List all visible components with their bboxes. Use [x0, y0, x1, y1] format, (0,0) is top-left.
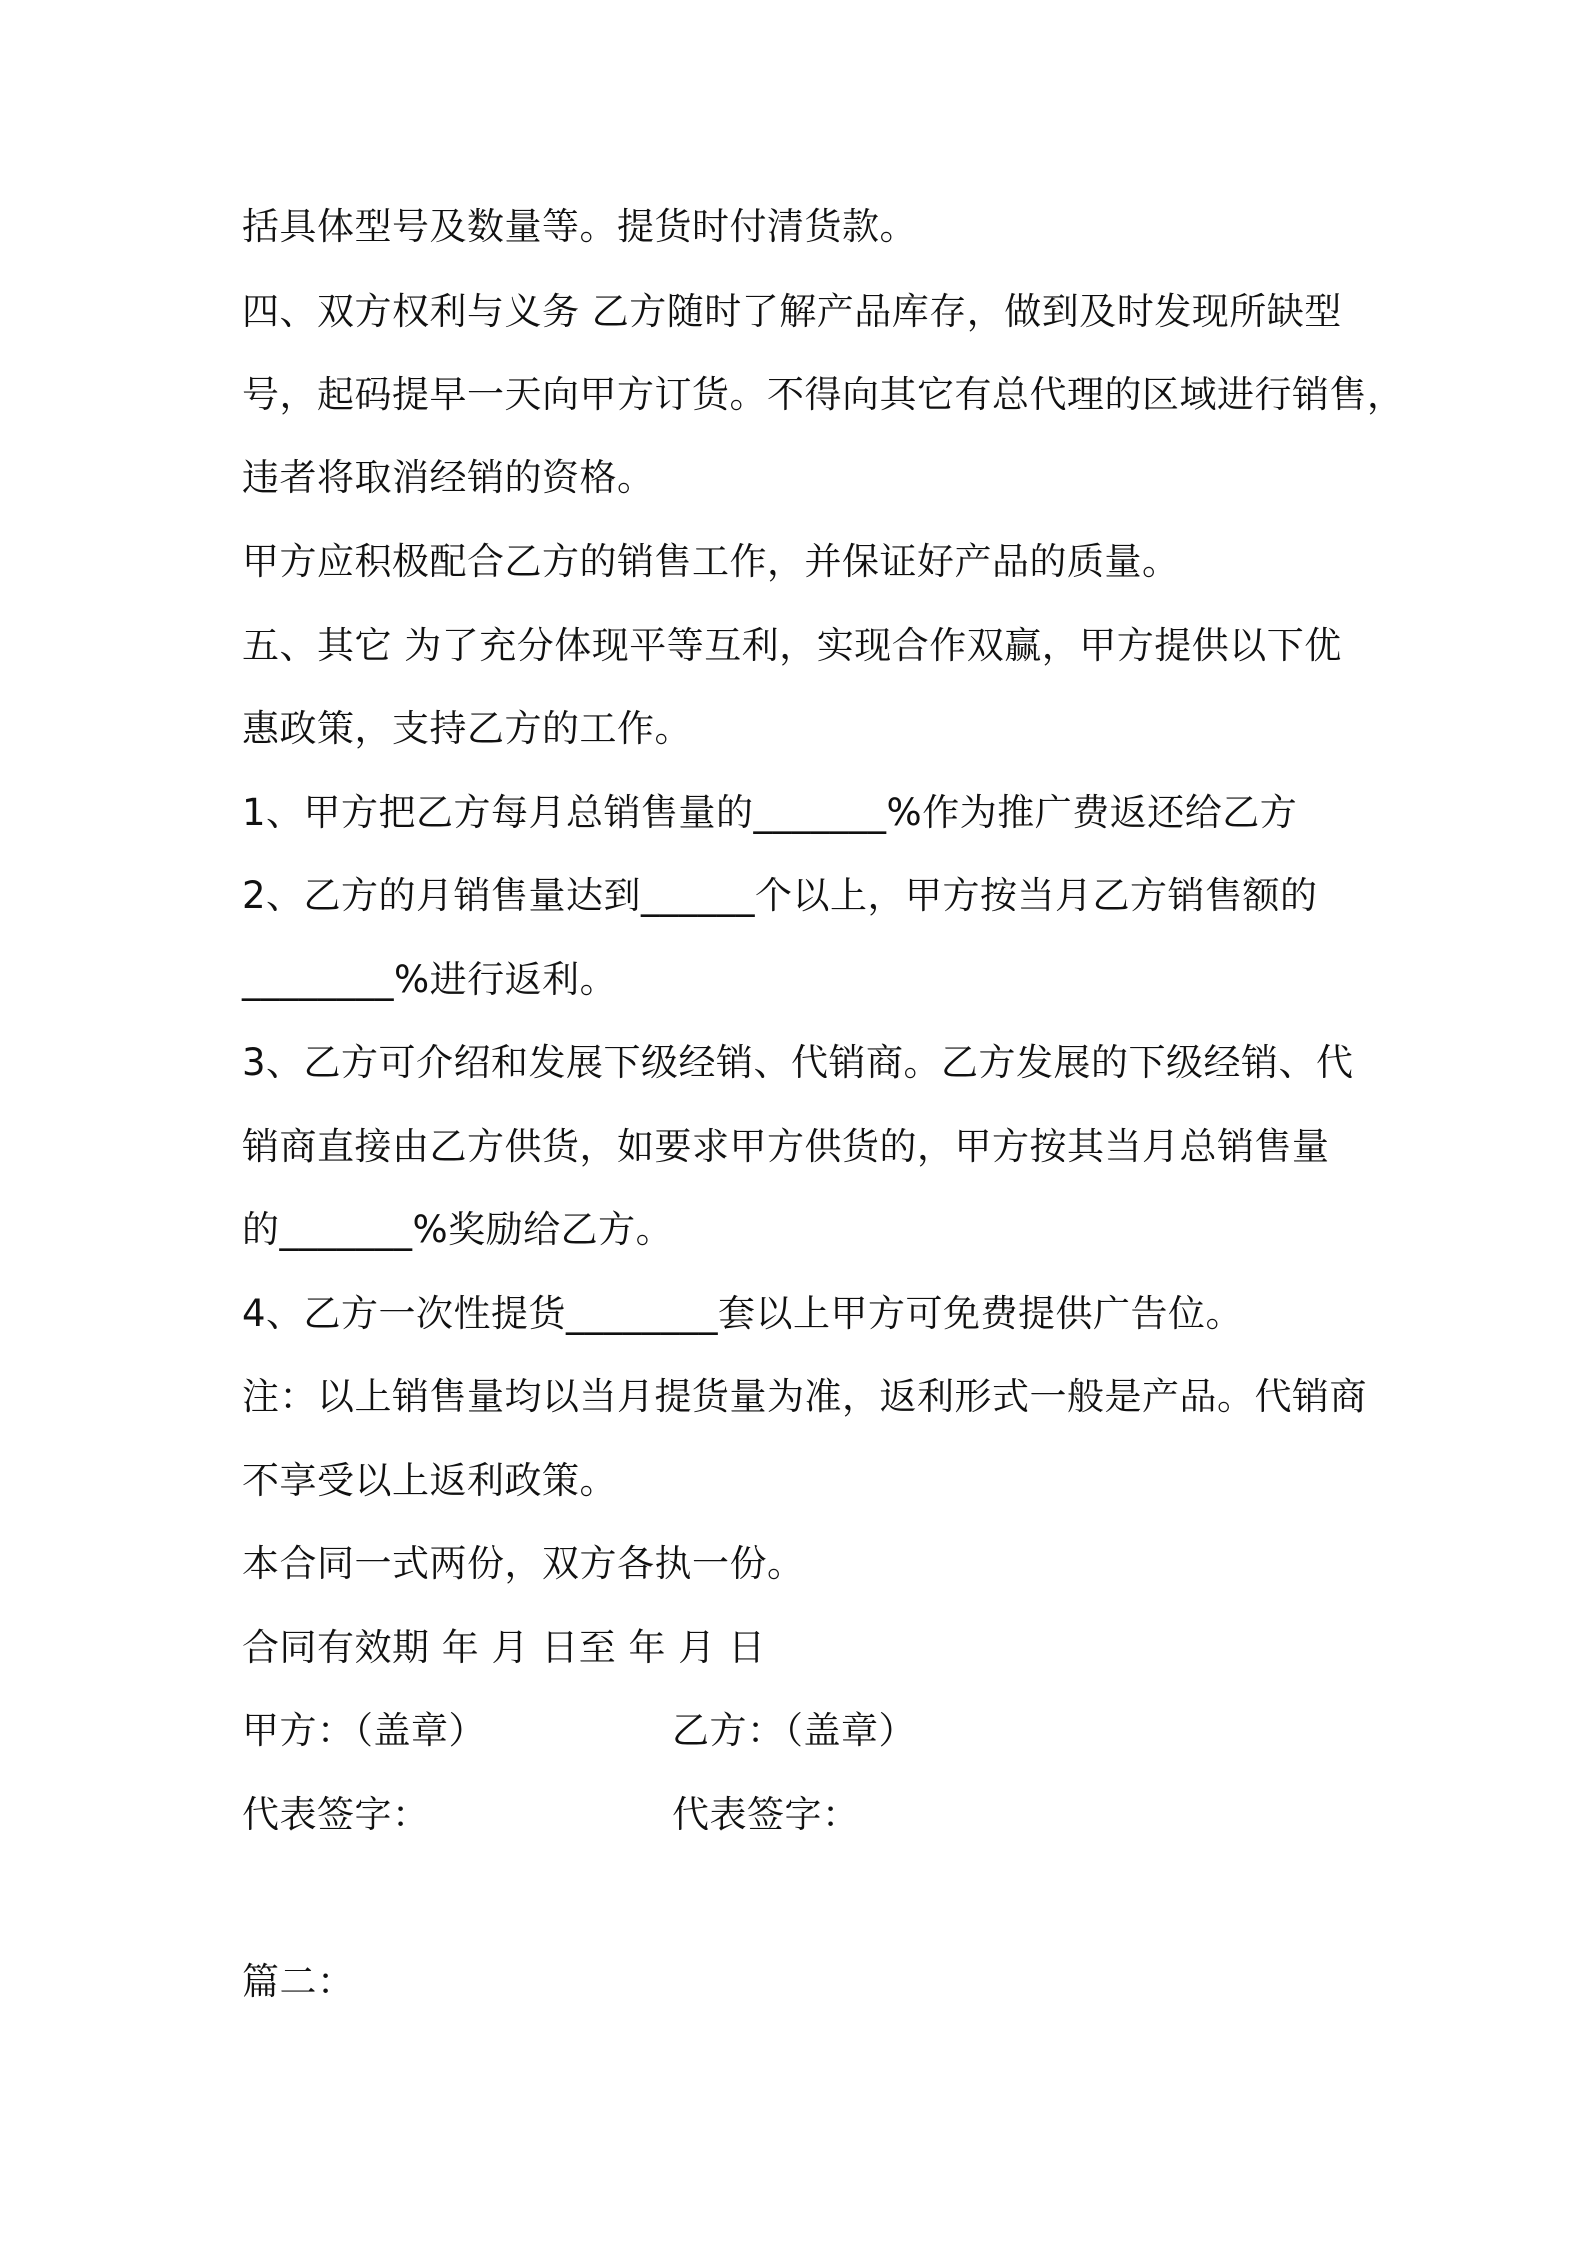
section-five-heading-line: 五、其它 为了充分体现平等互利，实现合作双赢，甲方提供以下优	[242, 624, 1342, 667]
paragraph-line: 违者将取消经销的资格。	[242, 456, 655, 499]
clause-2-line: 2、乙方的月销售量达到______个以上，甲方按当月乙方销售额的	[242, 874, 1318, 917]
clause-1-line: 1、甲方把乙方每月总销售量的_______%作为推广费返还给乙方	[242, 791, 1298, 834]
note-line: 注：以上销售量均以当月提货量为准，返利形式一般是产品。代销商	[242, 1375, 1367, 1418]
party-b-representative-label: 代表签字：	[672, 1793, 860, 1836]
clause-3-line: 3、乙方可介绍和发展下级经销、代销商。乙方发展的下级经销、代	[242, 1041, 1354, 1084]
clause-4-line: 4、乙方一次性提货________套以上甲方可免费提供广告位。	[242, 1292, 1244, 1335]
paragraph-line: 甲方应积极配合乙方的销售工作，并保证好产品的质量。	[242, 540, 1180, 583]
paragraph-line: 号，起码提早一天向甲方订货。不得向其它有总代理的区域进行销售，	[242, 373, 1405, 416]
section-heading: 篇二：	[242, 1960, 355, 2003]
clause-3-continued-line: 销商直接由乙方供货，如要求甲方供货的，甲方按其当月总销售量	[242, 1125, 1330, 1168]
note-continued-line: 不享受以上返利政策。	[242, 1459, 617, 1502]
paragraph-line: 惠政策，支持乙方的工作。	[242, 707, 692, 750]
clause-3-continued-line: 的_______%奖励给乙方。	[242, 1208, 674, 1251]
section-four-heading-line: 四、双方权利与义务 乙方随时了解产品库存，做到及时发现所缺型	[242, 290, 1342, 333]
clause-2-continued-line: ________%进行返利。	[242, 958, 618, 1001]
party-b-seal-label: 乙方：（盖章）	[672, 1709, 916, 1752]
party-a-representative-label: 代表签字：	[242, 1793, 430, 1836]
party-a-seal-label: 甲方：（盖章）	[242, 1709, 486, 1752]
validity-period-line: 合同有效期 年 月 日至 年 月 日	[242, 1626, 766, 1669]
paragraph-line: 括具体型号及数量等。提货时付清货款。	[242, 205, 917, 248]
copies-line: 本合同一式两份，双方各执一份。	[242, 1542, 805, 1585]
